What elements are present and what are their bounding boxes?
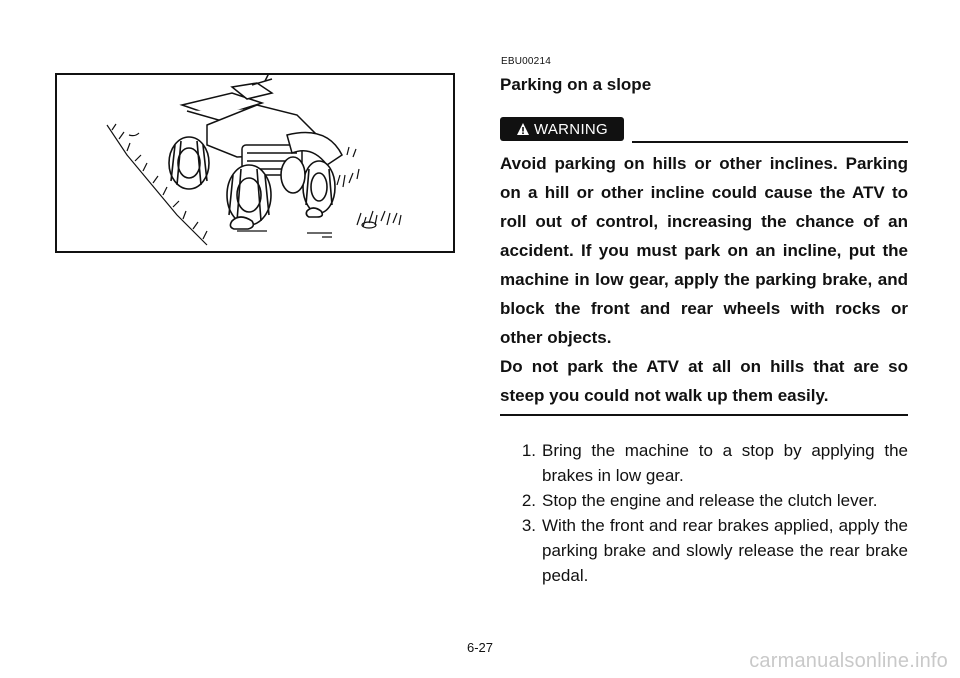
- warning-paragraph-2: Do not park the ATV at all on hills that are so steep you could not walk up them easily.: [500, 357, 908, 405]
- step-number: 3.: [521, 516, 536, 535]
- step-number: 1.: [521, 441, 536, 460]
- procedure-steps: [500, 438, 908, 588]
- page-number: 6-27: [466, 640, 494, 655]
- step-item: [500, 513, 908, 588]
- section-title: Parking on a slope: [500, 75, 652, 94]
- section-code: EBU00214: [501, 56, 551, 67]
- warning-rule-top: [632, 141, 908, 143]
- warning-paragraph-1: Avoid parking on hills or other inclines. Parking on a hill or other incline could cause the ATV to roll out of control, increasing the chance of an accident. If you must park on an incline, put the machine in low gear, apply the parking brake, and block the front and rear wheels with rocks or other objects.: [500, 154, 908, 347]
- warning-label: WARNING: [533, 120, 609, 138]
- step-number: 2.: [521, 491, 536, 510]
- step-text: Bring the machine to a stop by applying the brakes in low gear.: [542, 441, 908, 485]
- watermark: carmanualsonline.info: [749, 650, 948, 672]
- content-column: [500, 56, 908, 588]
- step-item: [500, 488, 908, 513]
- warning-badge: [500, 117, 624, 141]
- step-item: [500, 438, 908, 488]
- warning-rule-bottom: [500, 414, 908, 416]
- atv-slope-illustration: [55, 73, 455, 253]
- warning-body: [500, 149, 908, 410]
- step-text: Stop the engine and release the clutch lever.: [542, 491, 878, 510]
- warning-triangle-icon: [516, 122, 530, 136]
- step-text: With the front and rear brakes applied, apply the parking brake and slowly release the rear brake pedal.: [542, 516, 908, 585]
- atv-drawing: [57, 75, 453, 251]
- warning-header: [500, 117, 908, 143]
